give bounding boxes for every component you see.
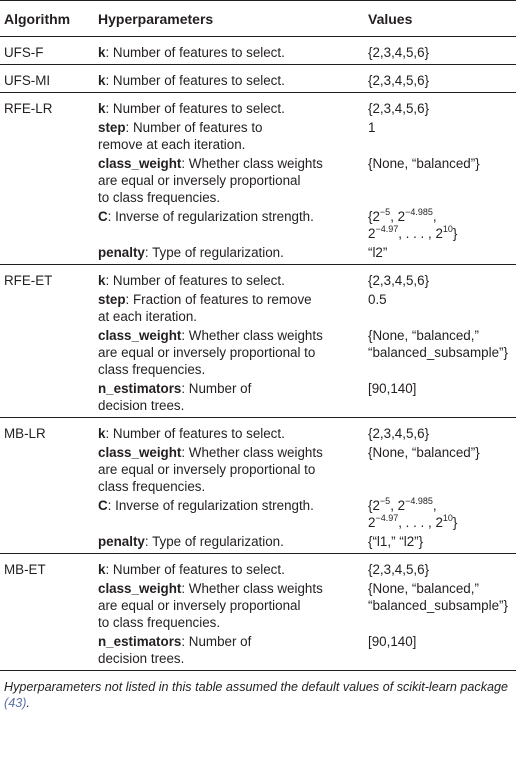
algorithm-cell: [0, 206, 92, 242]
c-exp-2: −4.985: [405, 495, 433, 506]
table-row: [0, 242, 516, 265]
hyperparameter-cell: [92, 442, 364, 495]
hyperparameter-description: : Type of regularization.: [144, 245, 284, 260]
c-exp-2: −4.985: [405, 206, 433, 217]
algorithm-cell: MB-LR: [4, 426, 46, 441]
hyperparameter-cell: [92, 495, 364, 531]
hyperparameter-name: n_estimators: [98, 634, 182, 649]
value-cell: {2,3,4,5,6}: [368, 101, 430, 116]
hyperparameter-name: penalty: [98, 245, 145, 260]
hyperparameter-description: : Number of features to remove at each iteration.: [98, 120, 263, 152]
c-exp-3: −4.97: [375, 512, 399, 523]
hyperparameter-name: step: [98, 120, 126, 135]
hyperparameter-name: n_estimators: [98, 381, 182, 396]
c-sep-2: , . . . , 2: [398, 515, 443, 530]
c-close: }: [452, 515, 458, 530]
c-open: {2: [368, 498, 380, 513]
hyperparameter-description: : Fraction of features to remove at each iteration.: [98, 292, 312, 324]
algorithm-cell: [0, 378, 92, 418]
hyperparameter-description: : Whether class weights are equal or inversely proportional to class frequencies.: [98, 581, 323, 630]
table-row: [0, 554, 516, 579]
hyperparameter-cell: [92, 378, 364, 418]
algorithm-cell: UFS-F: [0, 37, 92, 65]
algorithm-cell: [0, 153, 92, 206]
algorithm-cell: [0, 289, 92, 325]
hyperparameter-cell: [92, 65, 364, 93]
hyperparameter-description: : Whether class weights are equal or inversely proportional to class frequencies.: [98, 156, 323, 205]
c-exp-1: −5: [379, 495, 391, 506]
hyperparameter-cell: [92, 242, 364, 265]
table-header-row: [0, 1, 516, 37]
hyperparameter-cell: [92, 531, 364, 554]
hyperparameter-cell: [92, 37, 364, 65]
c-line2-start: 2: [368, 515, 376, 530]
value-cell: {2,3,4,5,6}: [364, 37, 516, 65]
c-open: {2: [368, 209, 380, 224]
value-cell: {None, “balanced”}: [368, 445, 480, 460]
hyperparameter-description: : Inverse of regularization strength.: [107, 498, 314, 513]
value-cell: {None, “balanced”}: [368, 156, 480, 171]
hyperparameter-description: : Number of features to select.: [105, 562, 285, 577]
table-row: [0, 93, 516, 118]
table-row: [0, 206, 516, 242]
value-cell: [90,140]: [364, 631, 516, 671]
c-exp-3: −4.97: [375, 223, 399, 234]
hyperparameter-cell: [92, 117, 364, 153]
table-row: [0, 531, 516, 554]
hyperparameter-description: : Whether class weights are equal or inversely proportional to class frequencies.: [98, 328, 323, 377]
algorithm-cell: [0, 242, 92, 265]
c-exp-4: 10: [442, 223, 453, 234]
hyperparameter-name: k: [98, 45, 106, 60]
hyperparameter-description: : Number of decision trees.: [98, 381, 252, 413]
algorithm-cell: [0, 578, 92, 631]
header-values: Values: [364, 1, 516, 37]
value-cell: [90,140]: [364, 378, 516, 418]
hyperparameter-name: k: [98, 73, 106, 88]
footnote-reference-link[interactable]: (43): [4, 696, 27, 710]
algorithm-cell: [0, 442, 92, 495]
algorithm-cell: [0, 325, 92, 378]
footnote-end: .: [26, 696, 30, 710]
value-cell: {$2^{-5}$, $2^{-4.985}$, $2^{-4.97}$, . . . , $2^{10}$}: [368, 206, 458, 241]
table-row: [0, 418, 516, 443]
value-cell: “l2”: [364, 242, 516, 265]
table-row: [0, 495, 516, 531]
hyperparameter-cell: [92, 578, 364, 631]
hyperparameter-description: : Number of decision trees.: [98, 634, 252, 666]
table-row: [0, 153, 516, 206]
c-exp-4: 10: [442, 512, 453, 523]
value-cell: {“l1,” “l2”}: [364, 531, 516, 554]
value-cell: 1: [368, 120, 376, 135]
hyperparameter-cell: [92, 554, 364, 579]
value-cell: {2,3,4,5,6}: [364, 65, 516, 93]
hyperparameter-description: : Number of features to select.: [105, 73, 285, 88]
c-sep-1: , 2: [390, 498, 406, 513]
hyperparameter-cell: [92, 93, 364, 118]
table-row: [0, 378, 516, 418]
hyperparameter-name: k: [98, 101, 106, 116]
header-hyperparameters: Hyperparameters: [92, 1, 364, 37]
hyperparameter-description: : Number of features to select.: [105, 426, 285, 441]
hyperparameter-name: C: [98, 498, 108, 513]
hyperparameter-description: : Number of features to select.: [105, 45, 285, 60]
value-cell: {None, “balanced,” “balanced_subsample”}: [368, 328, 508, 360]
value-cell: {None, “balanced,” “balanced_subsample”}: [368, 581, 508, 613]
table-row: [0, 289, 516, 325]
table-row: [0, 265, 516, 290]
hyperparameter-description: : Inverse of regularization strength.: [107, 209, 314, 224]
hyperparameter-name: k: [98, 562, 106, 577]
hyperparameter-name: class_weight: [98, 156, 182, 171]
footnote-text: Hyperparameters not listed in this table assumed the default values of scikit-learn package: [4, 680, 509, 694]
value-cell: {2,3,4,5,6}: [368, 273, 430, 288]
algorithm-cell: UFS-MI: [0, 65, 92, 93]
hyperparameter-cell: [92, 153, 364, 206]
hyperparameter-name: class_weight: [98, 581, 182, 596]
hyperparameter-description: : Whether class weights are equal or inversely proportional to class frequencies.: [98, 445, 323, 494]
table-footnote: [0, 671, 516, 711]
table-row: [0, 578, 516, 631]
hyperparameter-cell: [92, 289, 364, 325]
table-row: [0, 65, 516, 93]
hyperparameter-name: C: [98, 209, 108, 224]
c-exp-1: −5: [379, 206, 391, 217]
c-sep-1: , 2: [390, 209, 406, 224]
value-cell: {2,3,4,5,6}: [368, 562, 430, 577]
algorithm-cell: [0, 631, 92, 671]
hyperparameter-cell: [92, 631, 364, 671]
hyperparameter-cell: [92, 418, 364, 443]
algorithm-cell: [0, 117, 92, 153]
algorithm-cell: RFE-ET: [4, 273, 53, 288]
hyperparameter-name: k: [98, 426, 106, 441]
hyperparameter-name: class_weight: [98, 445, 182, 460]
c-close: }: [452, 226, 458, 241]
algorithm-cell: [0, 495, 92, 531]
table-row: [0, 325, 516, 378]
hyperparameter-cell: [92, 325, 364, 378]
value-cell: 0.5: [368, 292, 387, 307]
hyperparameter-description: : Number of features to select.: [105, 273, 285, 288]
value-cell: {$2^{-5}$, $2^{-4.985}$, $2^{-4.97}$, . . . , $2^{10}$}: [368, 495, 458, 530]
hyperparameter-description: : Type of regularization.: [144, 534, 284, 549]
algorithm-cell: [0, 531, 92, 554]
hyperparameter-cell: [92, 206, 364, 242]
hyperparameter-name: penalty: [98, 534, 145, 549]
table-row: [0, 117, 516, 153]
value-cell: {2,3,4,5,6}: [368, 426, 430, 441]
hyperparameter-description: : Number of features to select.: [105, 101, 285, 116]
hyperparameter-name: k: [98, 273, 106, 288]
c-line2-start: 2: [368, 226, 376, 241]
table-row: [0, 631, 516, 671]
hyperparameter-name: class_weight: [98, 328, 182, 343]
algorithm-cell: RFE-LR: [4, 101, 53, 116]
algorithm-cell: MB-ET: [4, 562, 46, 577]
c-sep-2: , . . . , 2: [398, 226, 443, 241]
header-algorithm: Algorithm: [0, 1, 92, 37]
hyperparameter-name: step: [98, 292, 126, 307]
table-row: [0, 37, 516, 65]
table-body: [0, 37, 516, 671]
table-row: [0, 442, 516, 495]
hyperparameter-cell: [92, 265, 364, 290]
